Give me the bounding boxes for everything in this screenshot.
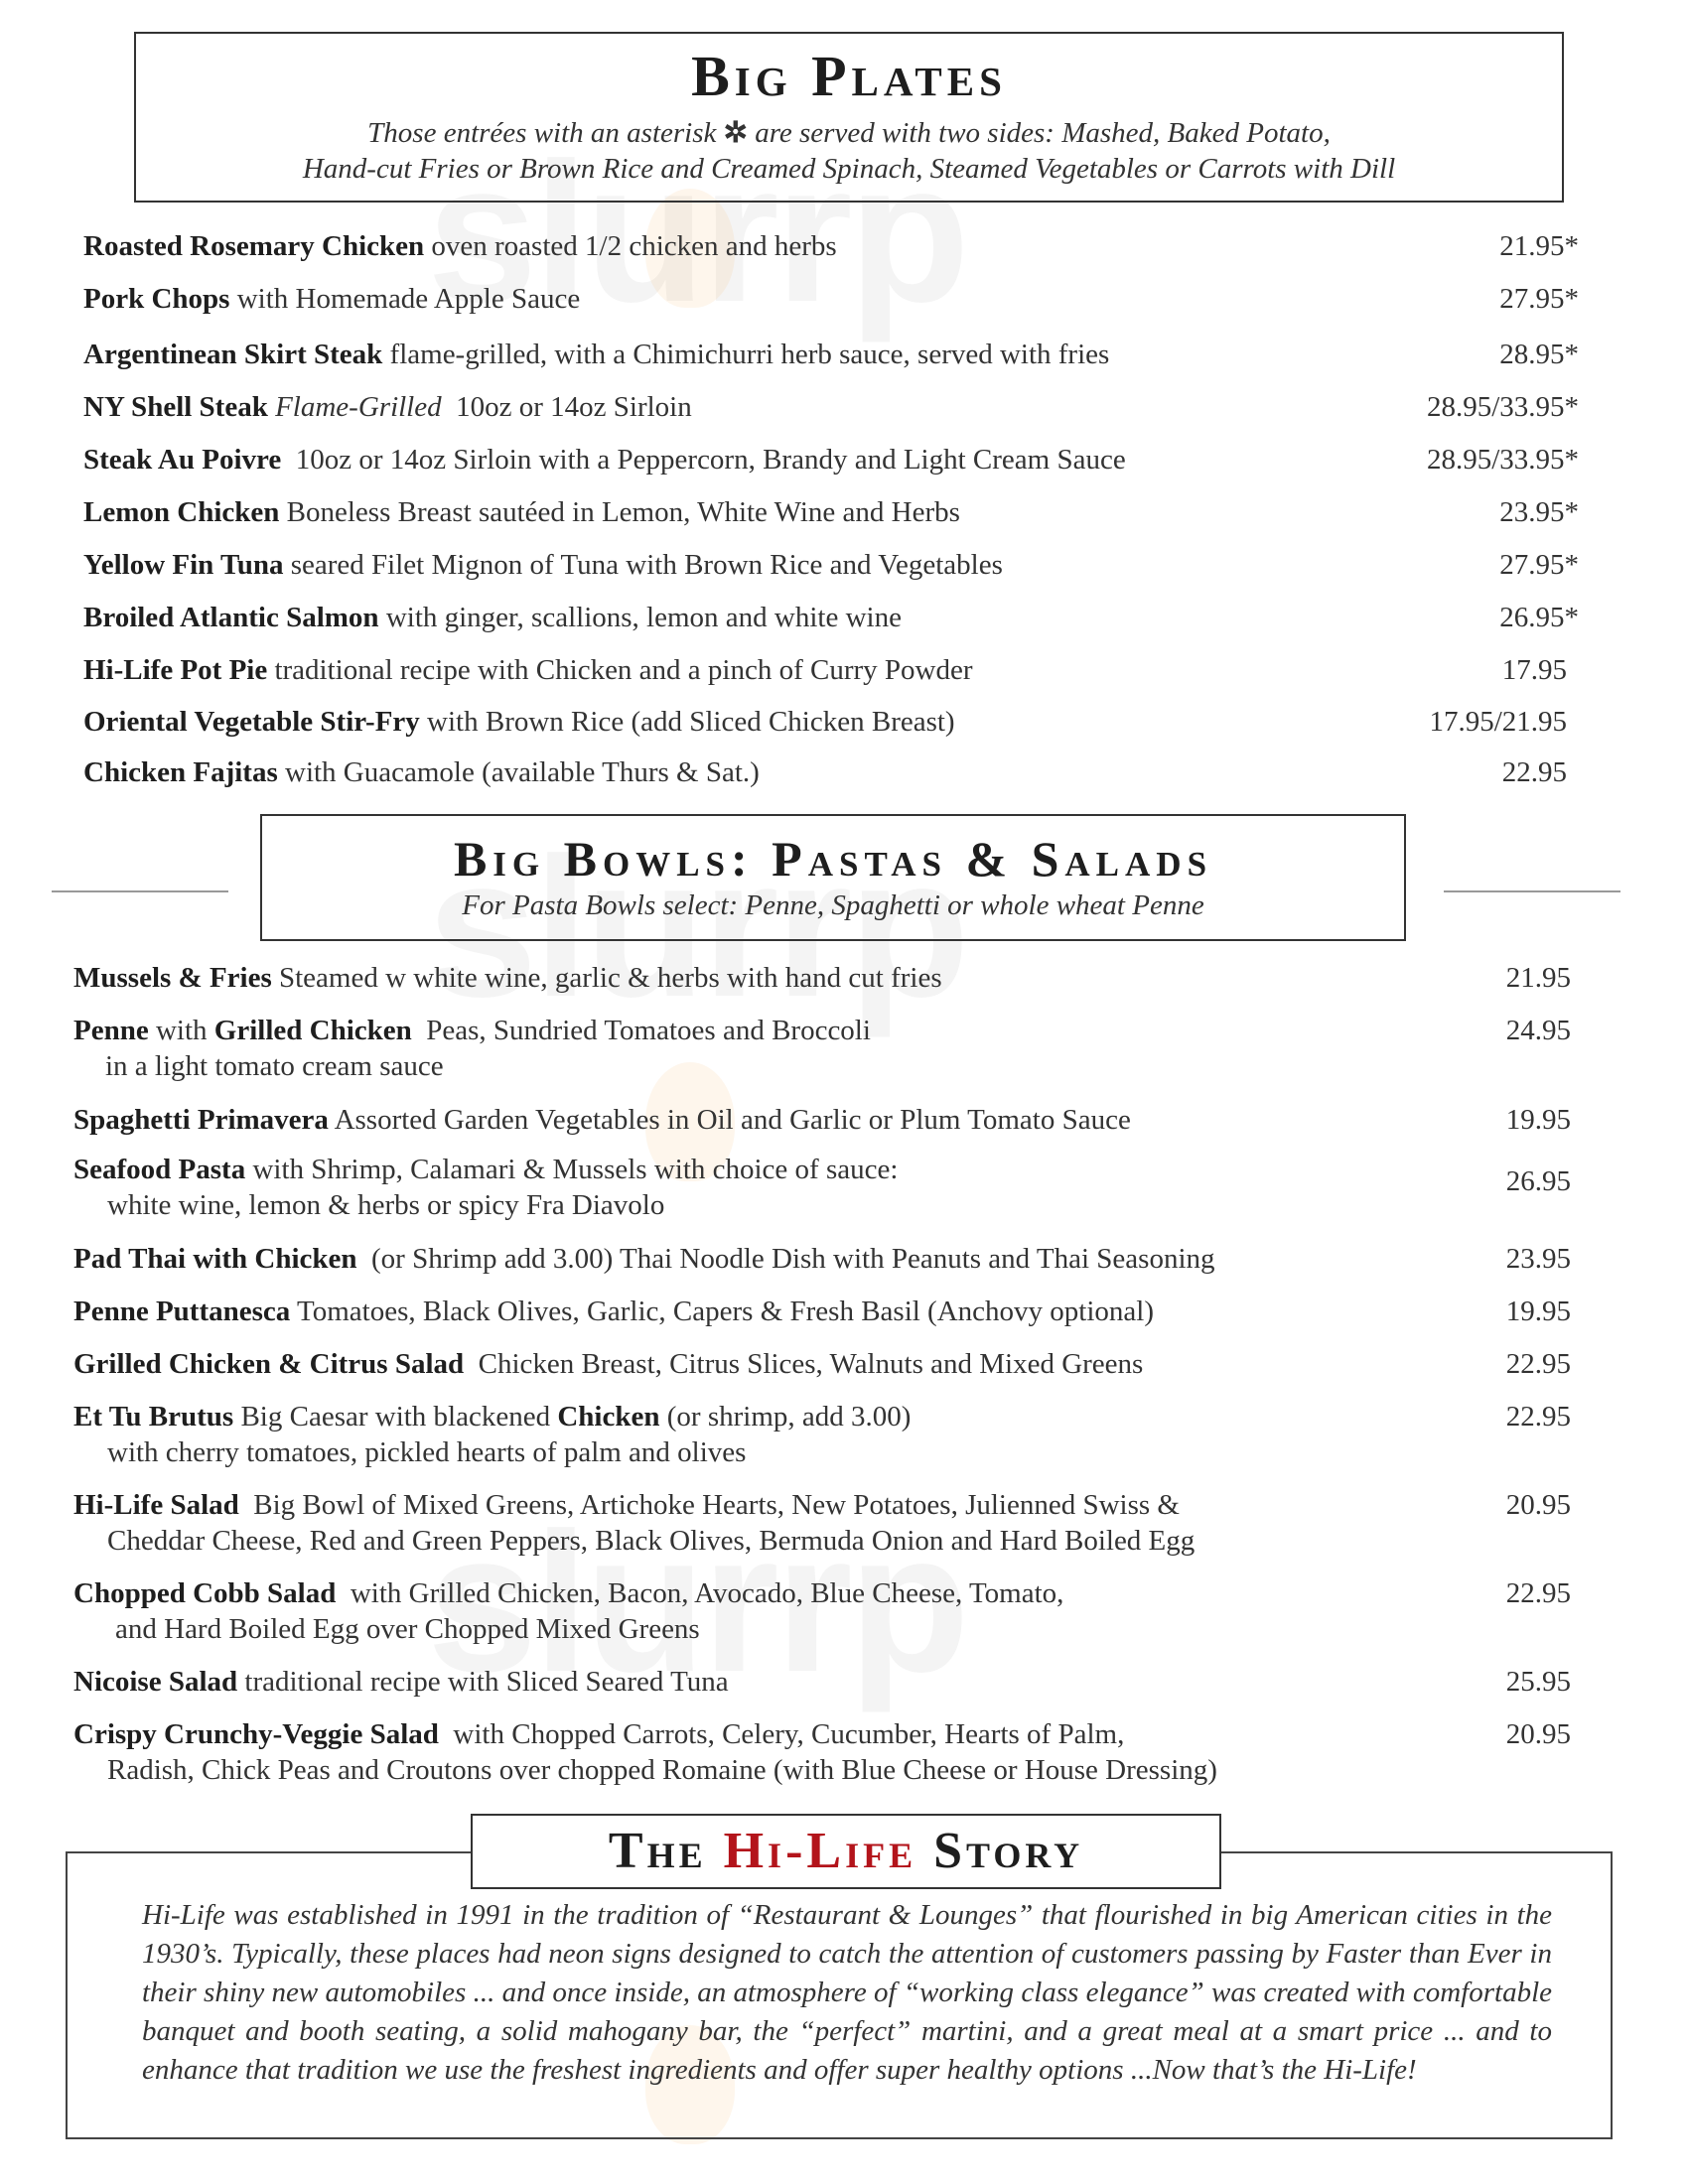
subtitle-text-line2: Hand-cut Fries or Brown Rice and Creamed Spinach, Steamed Vegetables or Carrots with Dill [302,153,1396,185]
story-title-brand: Hi-Life [723,1823,917,1879]
item-price: 22.95 [1505,1577,1571,1609]
list-item: Yellow Fin Tuna seared Filet Mignon of Tuna with Brown Rice and Vegetables [83,549,1003,581]
list-item-continued: Radish, Chick Peas and Croutons over chopped Romaine (with Blue Cheese or House Dressing) [107,1754,1217,1786]
big-plates-header [134,32,1564,203]
item-price: 17.95 [1501,654,1567,686]
list-item: Seafood Pasta with Shrimp, Calamari & Mussels with choice of sauce: [73,1154,899,1185]
list-item: Chopped Cobb Salad with Grilled Chicken, Bacon, Avocado, Blue Cheese, Tomato, [73,1577,1064,1609]
item-price: 28.95* [1499,339,1579,370]
item-price: 27.95* [1499,549,1579,581]
list-item: Mussels & Fries Steamed w white wine, garlic & herbs with hand cut fries [73,962,942,994]
item-price: 27.95* [1499,283,1579,315]
list-item: NY Shell Steak Flame-Grilled 10oz or 14oz Sirloin [83,391,692,423]
item-price: 26.95 [1505,1165,1571,1197]
asterisk-icon: ✲ [723,117,748,149]
list-item: Broiled Atlantic Salmon with ginger, scallions, lemon and white wine [83,602,902,633]
list-item: Argentinean Skirt Steak flame-grilled, with a Chimichurri herb sauce, served with fries [83,339,1110,370]
item-price: 22.95 [1505,1348,1571,1380]
big-plates-subtitle [136,115,1562,187]
list-item: Spaghetti Primavera Assorted Garden Vegetables in Oil and Garlic or Plum Tomato Sauce [73,1104,1131,1136]
item-price: 19.95 [1505,1296,1571,1327]
big-bowls-title: Big Bowls: Pastas & Salads [453,831,1213,887]
list-item: Pad Thai with Chicken (or Shrimp add 3.00) Thai Noodle Dish with Peanuts and Thai Seasoning [73,1243,1215,1275]
story-title [473,1823,1219,1879]
list-item: Lemon Chicken Boneless Breast sautéed in Lemon, White Wine and Herbs [83,496,960,528]
item-price: 22.95 [1505,1401,1571,1433]
list-item: Roasted Rosemary Chicken oven roasted 1/2 chicken and herbs [83,230,837,262]
item-price: 23.95* [1499,496,1579,528]
item-price: 24.95 [1505,1015,1571,1046]
list-item-continued: with cherry tomatoes, pickled hearts of palm and olives [107,1436,747,1468]
big-plates-title: Big Plates [691,44,1007,108]
story-text: Hi-Life was established in 1991 in the tradition of “Restaurant & Lounges” that flourished in big American cities in the 1930’s. Typically, these places had neon signs designed to catch the attention of customers passing by Faster than Ever in their shiny new automobiles ... and once inside, an atmosphere of “working class elegance” was created with comfortable banquet and booth seating, a solid mahogany bar, the “perfect” martini, and a great meal at a smart price ... and to enhance that tradition we use the freshest ingredients and offer super healthy options ...Now that’s the Hi-Life! [142,1899,1552,2086]
list-item: Hi-Life Pot Pie traditional recipe with Chicken and a pinch of Curry Powder [83,654,973,686]
item-price: 28.95/33.95* [1426,444,1579,476]
item-price: 20.95 [1505,1489,1571,1521]
item-price: 25.95 [1505,1666,1571,1698]
list-item: Oriental Vegetable Stir-Fry with Brown Rice (add Sliced Chicken Breast) [83,706,955,738]
subtitle-text-b: are served with two sides: Mashed, Baked Potato, [755,117,1331,149]
list-item: Crispy Crunchy-Veggie Salad with Chopped Carrots, Celery, Cucumber, Hearts of Palm, [73,1718,1125,1750]
item-price: 26.95* [1499,602,1579,633]
subtitle-text-a: Those entrées with an asterisk [367,117,717,149]
list-item: Penne with Grilled Chicken Peas, Sundried Tomatoes and Broccoli [73,1015,871,1046]
list-item: Hi-Life Salad Big Bowl of Mixed Greens, Artichoke Hearts, New Potatoes, Julienned Swiss & [73,1489,1180,1521]
item-price: 19.95 [1505,1104,1571,1136]
divider-line [1444,890,1620,892]
item-price: 20.95 [1505,1718,1571,1750]
item-price: 23.95 [1505,1243,1571,1275]
list-item-continued: Cheddar Cheese, Red and Green Peppers, Black Olives, Bermuda Onion and Hard Boiled Egg [107,1525,1196,1557]
big-bowls-subtitle: For Pasta Bowls select: Penne, Spaghetti or whole wheat Penne [462,889,1204,921]
list-item: Grilled Chicken & Citrus Salad Chicken Breast, Citrus Slices, Walnuts and Mixed Greens [73,1348,1144,1380]
list-item-continued: white wine, lemon & herbs or spicy Fra Diavolo [107,1189,665,1221]
big-bowls-header [260,814,1406,941]
list-item: Nicoise Salad traditional recipe with Sliced Seared Tuna [73,1666,729,1698]
item-price: 22.95 [1501,756,1567,788]
story-header [471,1814,1221,1889]
story-title-story: Story [933,1823,1084,1879]
story-title-the: The [608,1823,707,1879]
list-item: Chicken Fajitas with Guacamole (available Thurs & Sat.) [83,756,760,788]
list-item: Pork Chops with Homemade Apple Sauce [83,283,581,315]
list-item: Et Tu Brutus Big Caesar with blackened Chicken (or shrimp, add 3.00) [73,1401,912,1433]
item-price: 28.95/33.95* [1426,391,1579,423]
item-price: 21.95* [1499,230,1579,262]
list-item-continued: and Hard Boiled Egg over Chopped Mixed Greens [115,1613,700,1645]
list-item: Steak Au Poivre 10oz or 14oz Sirloin with a Peppercorn, Brandy and Light Cream Sauce [83,444,1126,476]
item-price: 17.95/21.95 [1429,706,1567,738]
divider-line [52,890,228,892]
item-price: 21.95 [1505,962,1571,994]
list-item-continued: in a light tomato cream sauce [105,1050,444,1082]
list-item: Penne Puttanesca Tomatoes, Black Olives, Garlic, Capers & Fresh Basil (Anchovy optional) [73,1296,1154,1327]
